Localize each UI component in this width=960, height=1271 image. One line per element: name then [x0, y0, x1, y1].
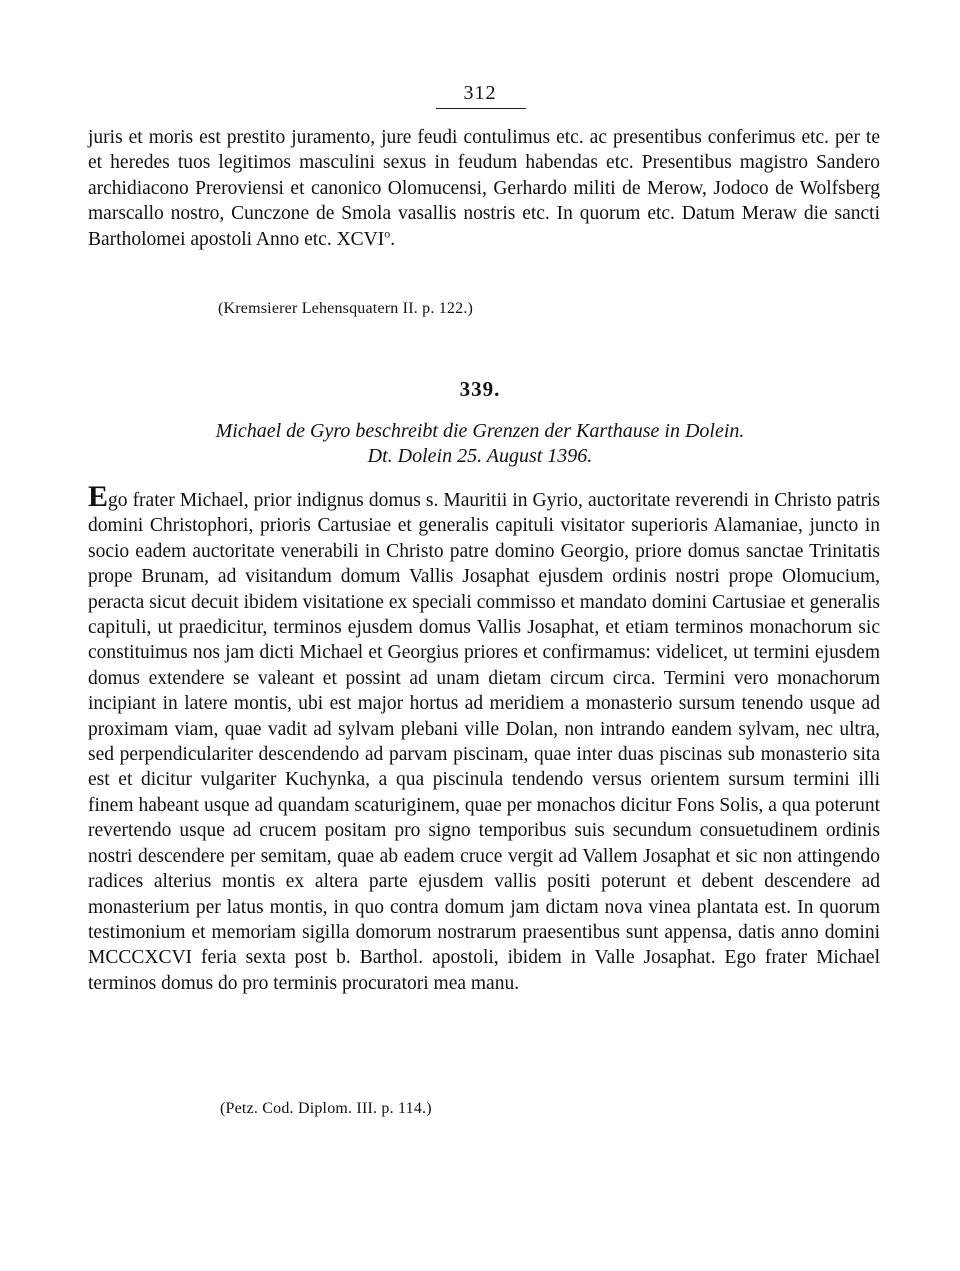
- document-number: 339.: [459, 377, 501, 401]
- paragraph-continued: [88, 125, 880, 252]
- paragraph-continued-end: .: [390, 228, 396, 250]
- charter-text: go frater Michael, prior indignus domus s. Mauritii in Gyrio, auctoritate reverendi in Christo patris domini Christophori, prioris Cartusiae et generalis capituli visitator superioris Alamaniae, juncto in socio eadem auctoritate venerabili in Christo patre domino Georgio, priore domus sanctae Trinitatis prope Brunam, ad visitandum domum Vallis Josaphat ejusdem ordinis nostri prope Olomucium, peracta sicut decuit ibidem visitatione ex speciali commisso et mandato domini Cartusiae et generalis capituli, ut praedicitur, terminos ejusdem domus Vallis Josaphat, et etiam terminos monachorum sic constituimus nos jam dicti Michael et Georgius priores et confirmamus: videlicet, ut termini ejusdem domus extendere se valeant et possint ad unam dietam circum circa. Termini vero monachorum incipiant in latere montis, ubi est major hortus ad meridiem a monasterio sursum tenendo usque ad proximam viam, quae vadit ad sylvam plebani ville Dolan, non intrando eandem sylvam, nec ultra, sed perpendiculariter descendendo ad parvam piscinam, quae inter duas piscinas sub monasterio sita est et dicitur vulgariter Kuchynka, a qua piscinula tendendo versus orientem sursum termini illi finem habeant usque ad quandam scaturiginem, quae per monachos dicitur Fons Solis, a qua poterunt revertendo usque ad crucem positam pro signo temporibus suis secundum consuetudinem ordinis nostri descendere per semitam, quae ab eadem cruce vergit ad Vallem Josaphat et sic non attingendo radices alterius montis ex altera parte ejusdem vallis positi poterunt et debent descendere ad monasterium per latus montis, in quo contra domum jam dictam nova vinea plantata est. In quorum testimonium et memoriam sigilla domorum nostrarum praesentibus sunt appensa, datis anno domini MCCCXCVI feria sexta post b. Barthol. apostoli, ibidem in Valle Josaphat. Ego frater Michael terminos domus do pro terminis procuratori mea manu.: [88, 490, 880, 994]
- superscript-o: o: [384, 226, 391, 241]
- page-number-rule: [436, 108, 526, 109]
- paragraph-continued-text: juris et moris est prestito juramento, jure feudi contulimus etc. ac presentibus conferimus etc. per te et heredes tuos legitimos masculini sexus in feudum habendas etc. Presentibus magistro Sandero archidiacono Preroviensi et canonico Olomucensi, Gerhardo militi de Merow, Jodoco de Wolfsberg marscallo nostro, Cunczone de Smola vasallis nostris etc. In quorum etc. Datum Meraw die sancti Bartholomei apostoli Anno etc. XCVI: [88, 127, 880, 250]
- source-citation-1: (Kremsierer Lehensquatern II. p. 122.): [218, 300, 474, 317]
- charter-paragraph: [88, 480, 880, 996]
- page-number: 312: [463, 82, 497, 104]
- initial-letter: E: [88, 480, 109, 513]
- source-citation-2: (Petz. Cod. Diplom. III. p. 114.): [220, 1100, 432, 1117]
- document-title: Michael de Gyro beschreibt die Grenzen der Karthause in Dolein.: [215, 420, 745, 442]
- document-date: Dt. Dolein 25. August 1396.: [367, 445, 593, 467]
